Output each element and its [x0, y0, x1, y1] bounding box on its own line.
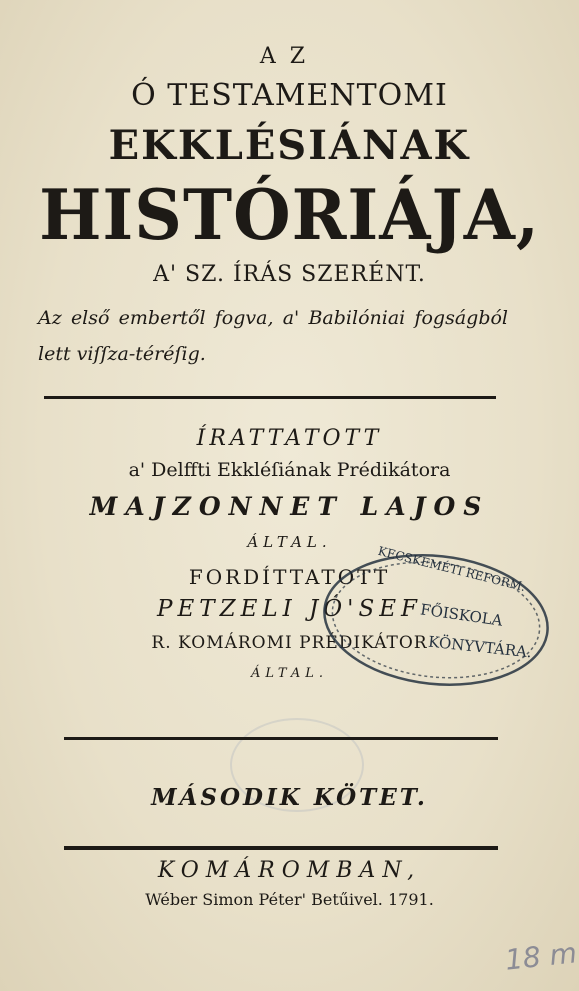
- library-stamp: [320, 543, 552, 688]
- author-name: MAJZONNET LAJOS: [89, 492, 490, 521]
- pencil-note: 18 m: [503, 936, 579, 977]
- stamp-ring-text: KECSKEMÉTI REFORM.: [376, 543, 528, 595]
- title-line-4: A' SZ. ÍRÁS SZERÉNT.: [153, 262, 426, 287]
- subtitle: Az első embertől fogva, a' Babilóniai fogságból lett viſſza-téréſig.: [38, 307, 508, 365]
- divider-rule-1: [44, 396, 496, 399]
- imprint-printer: Wéber Simon Péter' Betűivel. 1791.: [145, 890, 434, 909]
- title-line-2: EKKLÉSIÁNAK: [108, 122, 471, 169]
- by-label-2: ÁLTAL.: [250, 666, 329, 681]
- volume-label: MÁSODIK KÖTET.: [151, 784, 428, 811]
- translator-name: PETZELI JÓ'SEF: [157, 596, 422, 622]
- divider-rule-3: [64, 846, 498, 850]
- stamp-line-1: FŐISKOLA: [419, 600, 504, 630]
- translator-role: R. KOMÁROMI PRÉDIKÁTOR: [151, 633, 428, 653]
- by-label: ÁLTAL.: [247, 533, 332, 551]
- title-article: AZ: [259, 44, 320, 69]
- translated-label: FORDÍTTATOTT: [188, 565, 391, 589]
- written-label: ÍRATTATOTT: [196, 426, 383, 451]
- author-role: a' Delffti Ekkléſiának Prédikátora: [128, 459, 451, 481]
- title-line-1: Ó TESTAMENTOMI: [131, 78, 448, 113]
- imprint-place: KOMÁROMBAN,: [157, 858, 422, 883]
- stamp-line-2: KÖNYVTÁRA.: [427, 632, 533, 662]
- divider-rule-2: [64, 737, 498, 740]
- title-line-3: HISTÓRIÁJA,: [39, 174, 540, 256]
